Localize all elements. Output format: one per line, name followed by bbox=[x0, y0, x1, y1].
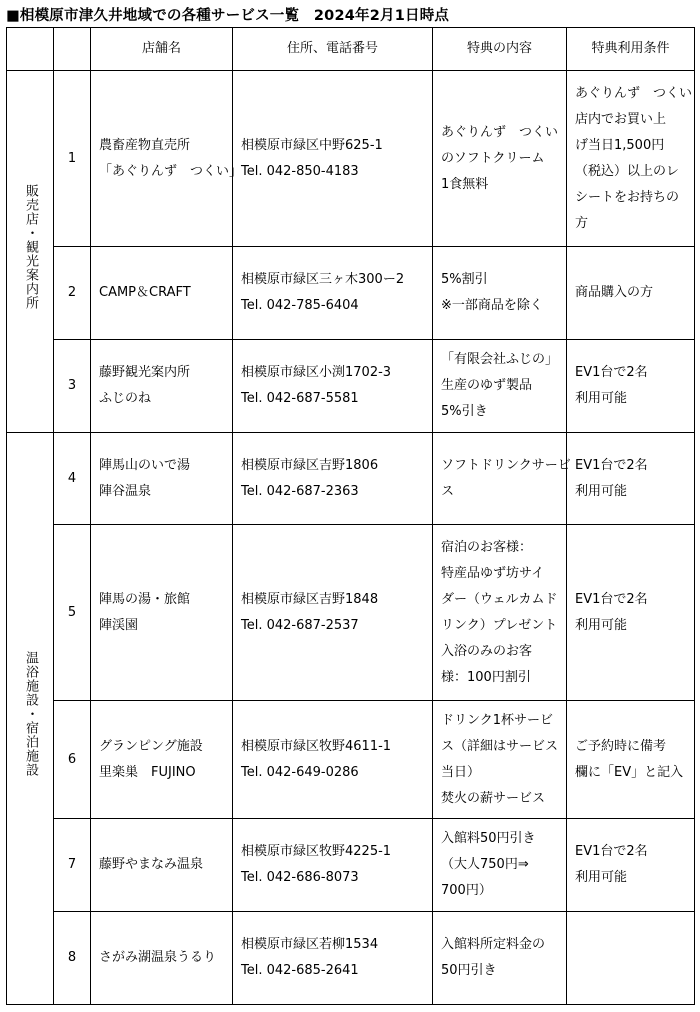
address-phone-line: 相模原市緑区吉野1806 bbox=[241, 457, 379, 473]
benefit-line: 入館料50円引き bbox=[441, 831, 536, 846]
store-name bbox=[91, 819, 233, 912]
benefit-line: 5%引き bbox=[441, 404, 488, 419]
benefit bbox=[433, 701, 567, 819]
address-phone bbox=[233, 525, 433, 701]
address-phone-line: 相模原市緑区吉野1848 bbox=[241, 591, 379, 607]
conditions-line: 欄に「EV」と記入 bbox=[575, 764, 684, 780]
address-phone-line: Tel. 042-687-2537 bbox=[241, 617, 359, 633]
conditions bbox=[567, 71, 695, 247]
row-number: 7 bbox=[54, 819, 91, 912]
conditions-line: EV1台で2名 bbox=[575, 591, 648, 607]
row-number: 1 bbox=[54, 71, 91, 247]
store-name-line: 藤野観光案内所 bbox=[99, 365, 191, 380]
row-number: 8 bbox=[54, 912, 91, 1005]
services-table bbox=[6, 27, 695, 1005]
store-name-line: 里楽巣 FUJINO bbox=[99, 764, 196, 780]
category-cell-onsen bbox=[7, 433, 54, 1005]
address-phone-line: Tel. 042-685-2641 bbox=[241, 963, 359, 978]
category-label: 販売店・観光案内所 bbox=[23, 183, 38, 310]
address-phone bbox=[233, 433, 433, 525]
page-title: ■相模原市津久井地域での各種サービス一覧 2024年2月1日時点 bbox=[6, 8, 450, 24]
conditions-line: （税込）以上のレ bbox=[575, 163, 680, 179]
benefit-line: ドリンク1杯サービ bbox=[441, 712, 554, 728]
address-phone-line: Tel. 042-649-0286 bbox=[241, 764, 359, 780]
table-row bbox=[7, 247, 695, 340]
benefit-line: （大人750円⇒ bbox=[441, 857, 529, 872]
benefit-line: 50円引き bbox=[441, 963, 497, 978]
address-phone-line: 相模原市緑区牧野4611-1 bbox=[241, 738, 392, 754]
address-phone-line: 相模原市緑区小渕1702-3 bbox=[241, 365, 392, 380]
header-benefit: 特典の内容 bbox=[433, 28, 567, 71]
store-name-line: 陣谷温泉 bbox=[99, 483, 152, 499]
benefit bbox=[433, 912, 567, 1005]
table-row bbox=[7, 433, 695, 525]
benefit-line: ※一部商品を除く bbox=[441, 298, 543, 313]
benefit-line: 特産品ゆず坊サイ bbox=[441, 565, 545, 581]
benefit-line: 700円） bbox=[441, 883, 492, 898]
benefit bbox=[433, 340, 567, 433]
conditions bbox=[567, 912, 695, 1005]
header-conditions: 特典利用条件 bbox=[567, 28, 695, 71]
address-phone bbox=[233, 71, 433, 247]
header-store: 店舗名 bbox=[91, 28, 233, 71]
row-number: 2 bbox=[54, 247, 91, 340]
benefit-line: 当日） bbox=[441, 764, 481, 780]
benefit-line: 焚火の薪サービス bbox=[441, 790, 546, 806]
benefit-line: ス（詳細はサービス bbox=[441, 738, 559, 754]
conditions bbox=[567, 247, 695, 340]
header-row bbox=[7, 28, 695, 71]
address-phone-line: 相模原市緑区中野625-1 bbox=[241, 137, 383, 153]
conditions-line: 利用可能 bbox=[575, 617, 628, 633]
conditions-line: 利用可能 bbox=[575, 391, 628, 406]
conditions-line: 方 bbox=[575, 215, 589, 231]
benefit-line: 「有限会社ふじの」 bbox=[441, 352, 559, 367]
header-number bbox=[54, 28, 91, 71]
conditions-line: あぐりんず つくい bbox=[575, 85, 693, 101]
conditions-line: 商品購入の方 bbox=[575, 285, 654, 300]
conditions-line: シートをお持ちの bbox=[575, 189, 680, 205]
store-name bbox=[91, 912, 233, 1005]
store-name-line: 陣渓園 bbox=[99, 617, 139, 633]
address-phone bbox=[233, 912, 433, 1005]
row-number: 6 bbox=[54, 701, 91, 819]
store-name bbox=[91, 247, 233, 340]
address-phone bbox=[233, 340, 433, 433]
address-phone-line: Tel. 042-687-5581 bbox=[241, 391, 359, 406]
address-phone-line: Tel. 042-785-6404 bbox=[241, 298, 359, 313]
address-phone bbox=[233, 819, 433, 912]
table-body bbox=[7, 71, 695, 1005]
store-name-line: CAMP＆CRAFT bbox=[99, 285, 191, 300]
store-name bbox=[91, 433, 233, 525]
address-phone bbox=[233, 247, 433, 340]
conditions-line: 利用可能 bbox=[575, 870, 628, 885]
table-row bbox=[7, 701, 695, 819]
benefit-line: リンク）プレゼント bbox=[441, 617, 558, 633]
address-phone-line: Tel. 042-687-2363 bbox=[241, 483, 359, 499]
store-name-line: ふじのね bbox=[99, 391, 152, 406]
benefit-line: 入館料所定料金の bbox=[441, 937, 546, 952]
conditions bbox=[567, 819, 695, 912]
conditions bbox=[567, 701, 695, 819]
conditions-line: EV1台で2名 bbox=[575, 365, 648, 380]
store-name-line: 「あぐりんず つくい」 bbox=[99, 163, 243, 179]
benefit bbox=[433, 433, 571, 525]
conditions-line: 店内でお買い上 bbox=[575, 111, 667, 127]
address-phone-line: Tel. 042-686-8073 bbox=[241, 870, 359, 885]
benefit bbox=[433, 525, 567, 701]
benefit bbox=[433, 247, 567, 340]
row-number: 5 bbox=[54, 525, 91, 701]
category-cell-shops bbox=[7, 71, 54, 433]
table-row bbox=[7, 819, 695, 912]
benefit-line: 宿泊のお客様： bbox=[441, 539, 533, 555]
benefit-line: 1食無料 bbox=[441, 176, 489, 192]
address-phone-line: 相模原市緑区三ヶ木300ー2 bbox=[241, 272, 405, 287]
conditions-line: EV1台で2名 bbox=[575, 844, 648, 859]
benefit-line: あぐりんず つくい bbox=[441, 124, 559, 140]
table-row bbox=[7, 525, 695, 701]
store-name-line: グランピング施設 bbox=[99, 738, 203, 754]
store-name-line: 陣馬の湯・旅館 bbox=[99, 591, 191, 607]
row-number: 3 bbox=[54, 340, 91, 433]
header-category bbox=[7, 28, 54, 71]
benefit bbox=[433, 71, 567, 247]
store-name bbox=[91, 525, 233, 701]
address-phone bbox=[233, 701, 433, 819]
benefit-line: ス bbox=[441, 483, 455, 499]
category-label: 温浴施設・宿泊施設 bbox=[23, 650, 38, 777]
store-name bbox=[91, 340, 233, 433]
conditions bbox=[567, 525, 695, 701]
store-name-line: 藤野やまなみ温泉 bbox=[99, 857, 204, 872]
conditions bbox=[567, 433, 695, 525]
header-address: 住所、電話番号 bbox=[233, 28, 433, 71]
conditions-line: EV1台で2名 bbox=[575, 457, 648, 473]
table-row bbox=[7, 71, 695, 247]
row-number: 4 bbox=[54, 433, 91, 525]
address-phone-line: 相模原市緑区若柳1534 bbox=[241, 937, 379, 952]
store-name-line: さがみ湖温泉うるり bbox=[99, 950, 217, 965]
conditions-line: げ当日1,500円 bbox=[575, 137, 665, 153]
conditions-line: ご予約時に備考 bbox=[575, 738, 667, 754]
benefit-line: 様：100円割引 bbox=[441, 669, 531, 685]
store-name bbox=[91, 701, 233, 819]
table-row bbox=[7, 340, 695, 433]
table-row bbox=[7, 912, 695, 1005]
store-name bbox=[91, 71, 243, 247]
conditions-line: 利用可能 bbox=[575, 483, 628, 499]
store-name-line: 農畜産物直売所 bbox=[99, 137, 191, 153]
address-phone-line: 相模原市緑区牧野4225-1 bbox=[241, 844, 392, 859]
benefit bbox=[433, 819, 567, 912]
benefit-line: ソフトドリンクサービ bbox=[441, 457, 571, 473]
benefit-line: 5%割引 bbox=[441, 272, 488, 287]
benefit-line: のソフトクリーム bbox=[441, 150, 545, 166]
benefit-line: 生産のゆず製品 bbox=[441, 378, 533, 393]
benefit-line: ダー（ウェルカムド bbox=[441, 591, 558, 607]
conditions bbox=[567, 340, 695, 433]
store-name-line: 陣馬山のいで湯 bbox=[99, 457, 191, 473]
address-phone-line: Tel. 042-850-4183 bbox=[241, 163, 359, 179]
benefit-line: 入浴のみのお客 bbox=[441, 643, 533, 659]
